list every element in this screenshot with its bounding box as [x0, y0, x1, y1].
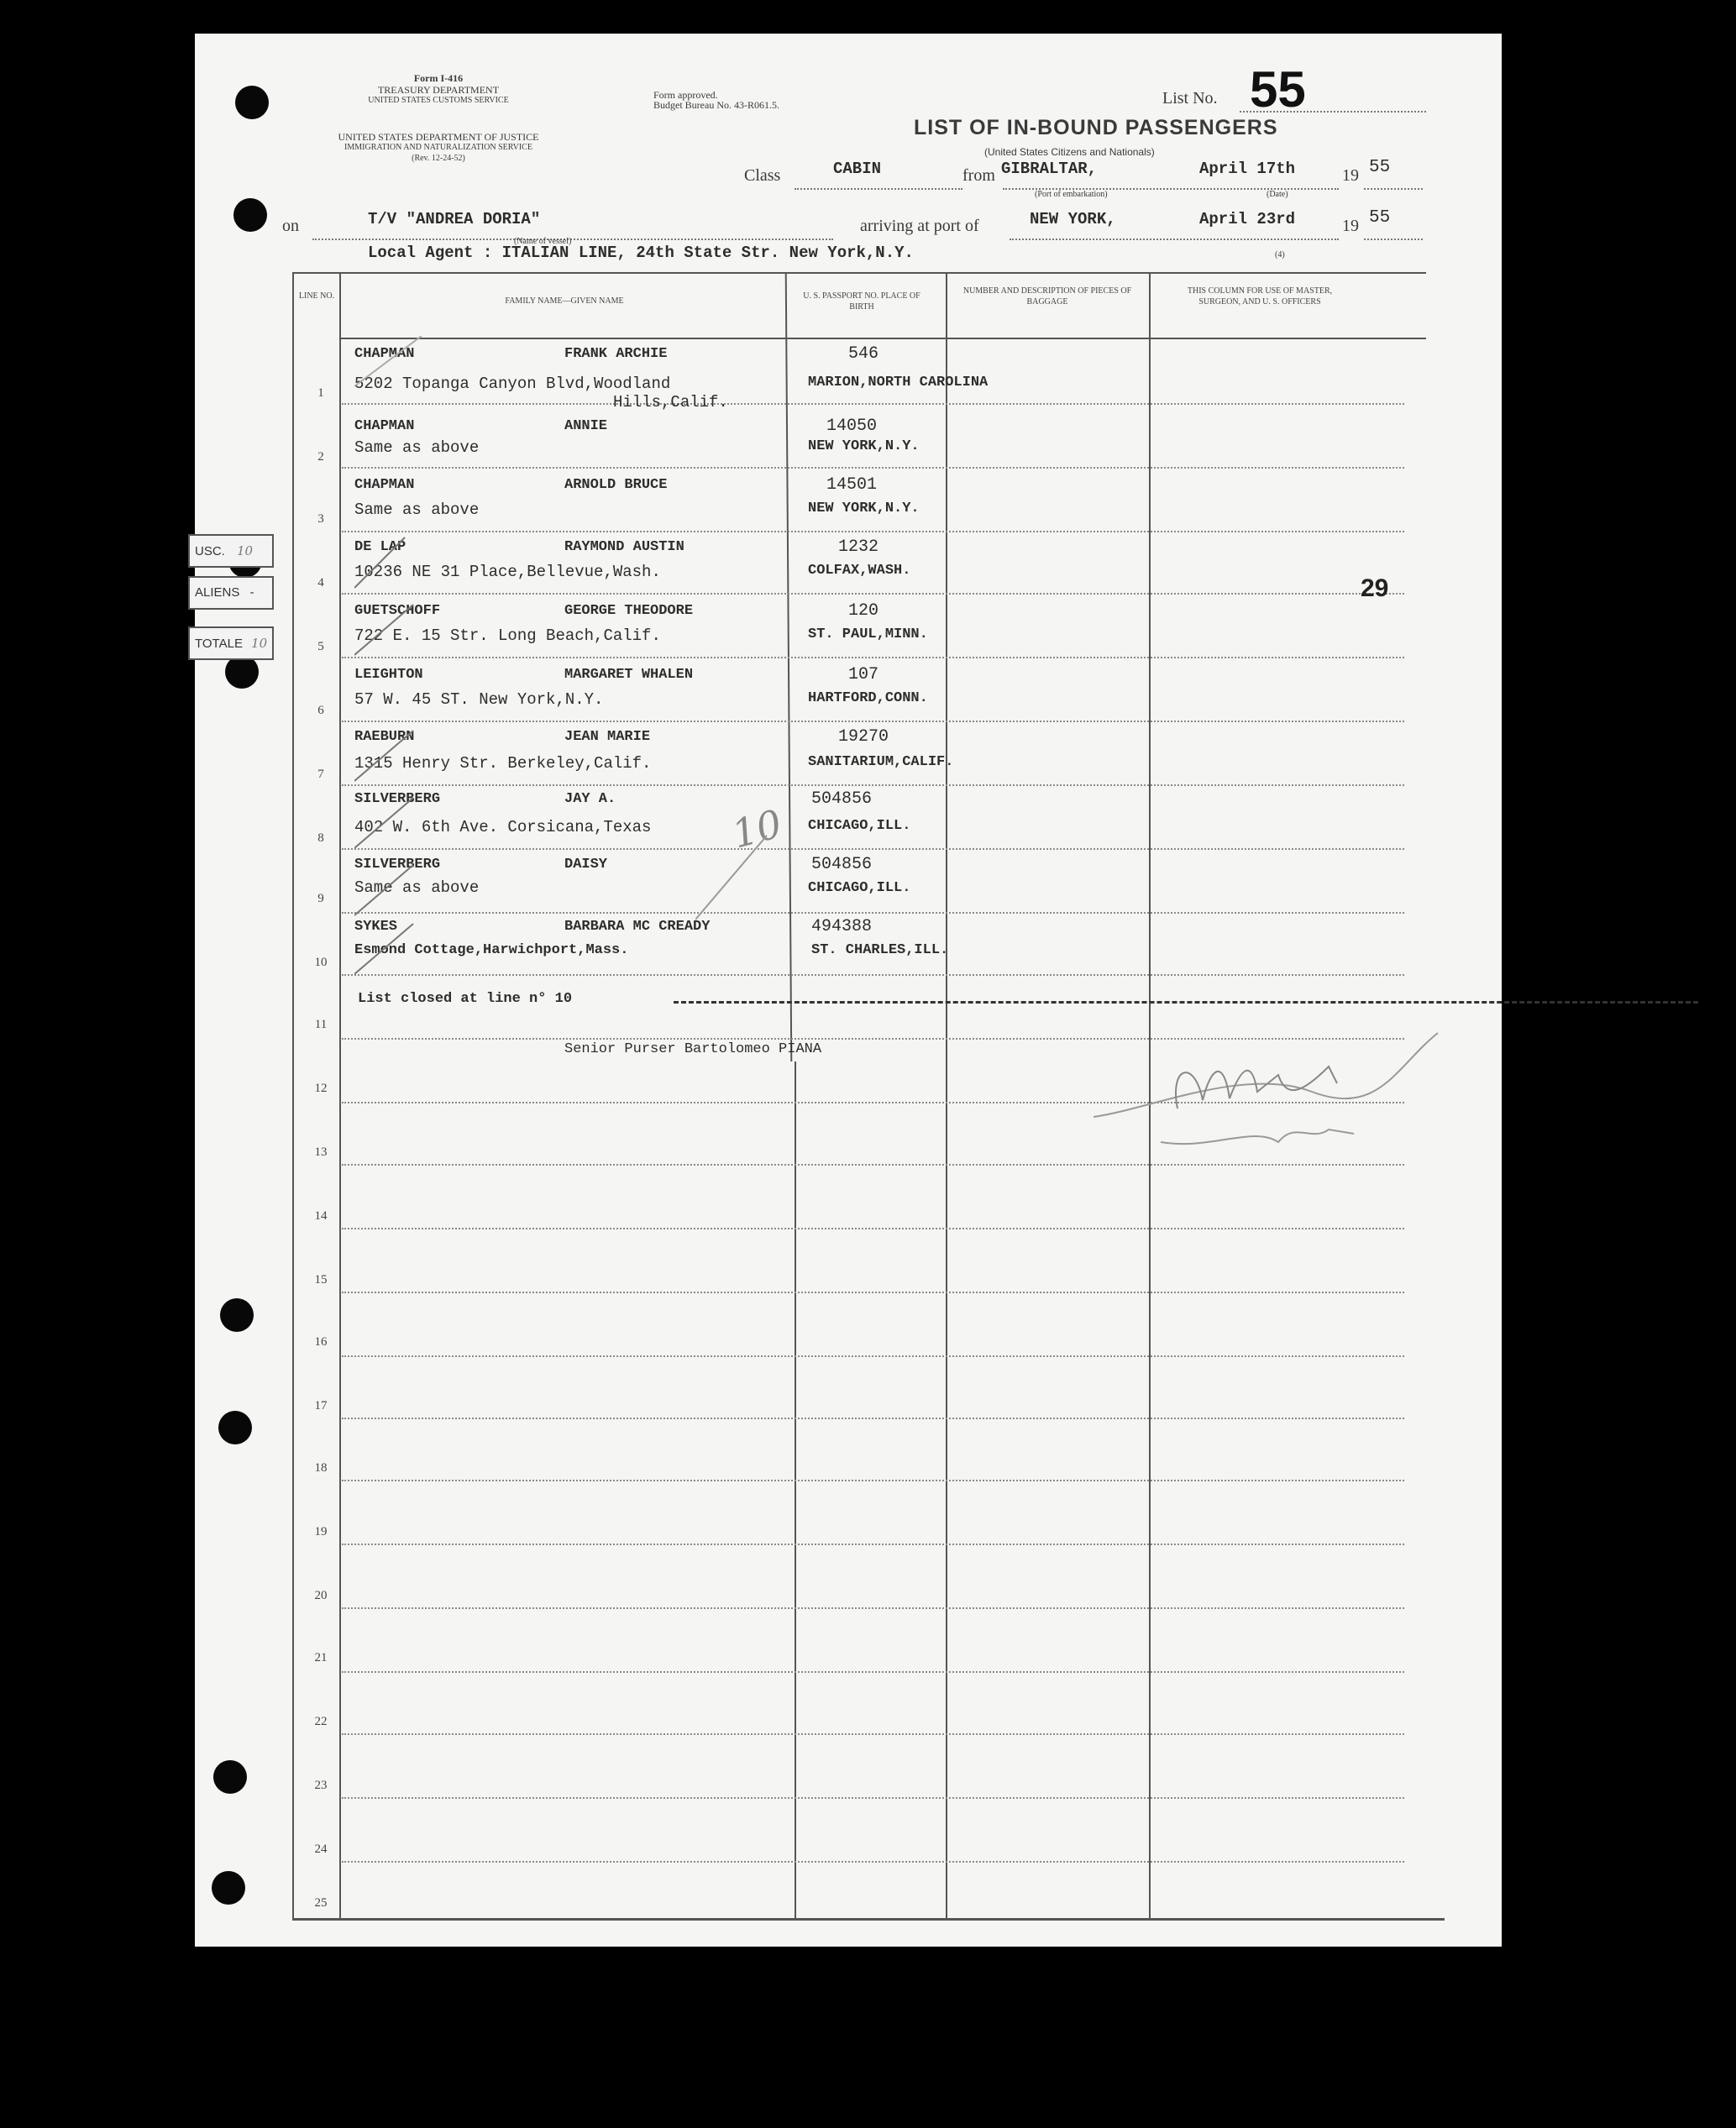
- passport-number: 14050: [826, 417, 878, 436]
- passport-number: 19270: [838, 727, 889, 747]
- punch-hole: [212, 1871, 245, 1905]
- arrival-port: NEW YORK,: [1030, 210, 1116, 228]
- given-name: GEORGE THEODORE: [564, 603, 694, 619]
- address: 1315 Henry Str. Berkeley,Calif.: [354, 754, 652, 773]
- year-1: 55: [1369, 158, 1391, 177]
- given-name: JEAN MARIE: [564, 729, 651, 745]
- place-of-birth: CHICAGO,ILL.: [808, 818, 911, 834]
- line-number: 19: [314, 1525, 328, 1538]
- family-name: SILVERBERG: [354, 857, 441, 873]
- handwritten-tally: 10: [727, 800, 787, 857]
- column-header-officers: THIS COLUMN FOR USE OF MASTER, SURGEON, AND U. S. OFFICERS: [1187, 286, 1333, 307]
- passport-number: 14501: [826, 475, 878, 495]
- total-count-box: [188, 626, 274, 660]
- line-number: 16: [314, 1335, 328, 1349]
- place-of-birth: SANITARIUM,CALIF.: [808, 754, 954, 770]
- line-number: 14: [314, 1209, 328, 1223]
- manifest-page: [195, 34, 1502, 1947]
- passport-number: 107: [848, 665, 879, 684]
- usc-value: 10: [237, 543, 254, 558]
- signature: [1077, 1016, 1446, 1167]
- address: 57 W. 45 ST. New York,N.Y.: [354, 690, 604, 709]
- aliens-count-box: [188, 576, 274, 610]
- line-number: 17: [314, 1399, 328, 1413]
- line-number: 10: [314, 956, 328, 969]
- year-prefix-2: 19: [1342, 217, 1359, 235]
- address: 5202 Topanga Canyon Blvd,Woodland: [354, 375, 671, 393]
- form-revision: (Rev. 12-24-52): [412, 154, 465, 163]
- punch-hole: [233, 198, 267, 232]
- given-name: FRANK ARCHIE: [564, 346, 668, 362]
- given-name: DAISY: [564, 857, 608, 873]
- address: Esmond Cottage,Harwichport,Mass.: [354, 942, 629, 958]
- punch-hole: [218, 1411, 252, 1444]
- passport-number: 1232: [838, 537, 879, 557]
- line-number: 12: [314, 1082, 328, 1095]
- place-of-birth: CHICAGO,ILL.: [808, 880, 911, 896]
- line-number: 1: [317, 386, 324, 400]
- address-continued: Hills,Calif.: [613, 393, 728, 411]
- date-label: (Date): [1267, 190, 1288, 199]
- list-closed-note: List closed at line n° 10: [358, 991, 573, 1007]
- place-of-birth: NEW YORK,N.Y.: [808, 501, 920, 516]
- aliens-value: -: [249, 585, 254, 600]
- list-number-label: List No.: [1162, 89, 1218, 107]
- page-title: LIST OF IN-BOUND PASSENGERS: [914, 116, 1278, 139]
- pencil-slash: [695, 831, 771, 924]
- family-name: SYKES: [354, 919, 398, 935]
- given-name: BARBARA MC CREADY: [564, 919, 711, 935]
- line-number: 18: [314, 1461, 328, 1475]
- line-number: 7: [317, 768, 324, 781]
- class-label: Class: [744, 166, 781, 185]
- from-port: GIBRALTAR,: [1001, 160, 1098, 178]
- class-value: CABIN: [833, 160, 882, 178]
- from-label: from: [962, 166, 995, 185]
- column-header-baggage: NUMBER AND DESCRIPTION OF PIECES OF BAGGAGE: [962, 286, 1132, 307]
- address: Same as above: [354, 438, 480, 457]
- budget-bureau: Budget Bureau No. 43-R061.5.: [653, 99, 779, 111]
- line-number: 15: [314, 1273, 328, 1287]
- line-number: 24: [314, 1842, 328, 1856]
- margin-stats-box: [183, 534, 284, 685]
- customs-service: UNITED STATES CUSTOMS SERVICE: [368, 96, 509, 105]
- punch-hole: [213, 1760, 247, 1794]
- line-number: 5: [317, 640, 324, 653]
- arrival-date: April 23rd: [1199, 210, 1296, 228]
- family-name: DE LAP: [354, 539, 406, 555]
- total-label: TOTALE: [195, 637, 243, 651]
- given-name: ANNIE: [564, 418, 608, 434]
- family-name: SILVERBERG: [354, 791, 441, 807]
- line-number: 9: [317, 892, 324, 905]
- column-header-passport: U. S. PASSPORT NO. PLACE OF BIRTH: [803, 291, 920, 312]
- family-name: LEIGHTON: [354, 667, 423, 683]
- place-of-birth: ST. PAUL,MINN.: [808, 626, 928, 642]
- given-name: RAYMOND AUSTIN: [564, 539, 684, 555]
- column-header-name: FAMILY NAME—GIVEN NAME: [505, 296, 624, 306]
- line-number: 25: [314, 1896, 328, 1910]
- place-of-birth: NEW YORK,N.Y.: [808, 438, 920, 454]
- local-agent: Local Agent : ITALIAN LINE, 24th State Str. New York,N.Y.: [368, 244, 914, 262]
- table-frame: [292, 272, 294, 1918]
- line-number: 20: [314, 1589, 328, 1602]
- address: 722 E. 15 Str. Long Beach,Calif.: [354, 626, 661, 645]
- form-approved: Form approved.: [653, 89, 718, 101]
- family-name: CHAPMAN: [354, 477, 415, 493]
- punch-hole: [220, 1298, 254, 1332]
- from-date: April 17th: [1199, 160, 1296, 178]
- aliens-label: ALIENS: [195, 585, 240, 600]
- page-subtitle: (United States Citizens and Nationals): [984, 146, 1155, 158]
- arriving-label: arriving at port of: [860, 217, 979, 235]
- vessel-label: (Name of vessel): [514, 237, 572, 246]
- stamp-number: 29: [1361, 574, 1389, 602]
- justice-department: UNITED STATES DEPARTMENT OF JUSTICE: [338, 131, 539, 143]
- place-of-birth: MARION,NORTH CAROLINA: [808, 375, 989, 390]
- family-name: RAEBURN: [354, 729, 415, 745]
- line-number: 4: [317, 576, 324, 590]
- line-number: 22: [314, 1715, 328, 1728]
- address: 402 W. 6th Ave. Corsicana,Texas: [354, 818, 652, 836]
- family-name: GUETSCHOFF: [354, 603, 441, 619]
- given-name: JAY A.: [564, 791, 616, 807]
- family-name: CHAPMAN: [354, 346, 415, 362]
- on-label: on: [282, 217, 299, 235]
- passport-number: 504856: [811, 855, 873, 874]
- usc-count-box: [188, 534, 274, 568]
- vessel-name: T/V "ANDREA DORIA": [368, 210, 541, 228]
- line-number: 6: [317, 704, 324, 717]
- year-2: 55: [1369, 208, 1391, 228]
- family-name: CHAPMAN: [354, 418, 415, 434]
- punch-hole: [235, 86, 269, 119]
- place-of-birth: HARTFORD,CONN.: [808, 690, 928, 706]
- line-number: 8: [317, 831, 324, 845]
- passport-number: 504856: [811, 789, 873, 809]
- address: Same as above: [354, 878, 480, 897]
- list-number: 55: [1250, 61, 1306, 118]
- place-of-birth: COLFAX,WASH.: [808, 563, 911, 579]
- closing-dash-line: [674, 1001, 1698, 1004]
- port-embarkation-label: (Port of embarkation): [1035, 190, 1108, 199]
- year-prefix-1: 19: [1342, 166, 1359, 185]
- column-header-line: LINE NO.: [298, 291, 335, 301]
- place-of-birth: ST. CHARLES,ILL.: [811, 942, 949, 958]
- usc-label: USC.: [195, 544, 225, 558]
- given-name: MARGARET WHALEN: [564, 667, 694, 683]
- senior-purser: Senior Purser Bartolomeo PIANA: [564, 1041, 822, 1057]
- line-number: 11: [314, 1018, 328, 1031]
- total-value: 10: [251, 636, 268, 651]
- passport-number: 494388: [811, 917, 873, 936]
- line-number: 2: [317, 450, 324, 464]
- pencil-tick-marks: [354, 336, 606, 991]
- treasury-department: TREASURY DEPARTMENT: [377, 84, 500, 96]
- given-name: ARNOLD BRUCE: [564, 477, 668, 493]
- passport-number: 120: [848, 601, 879, 621]
- address: 10236 NE 31 Place,Bellevue,Wash.: [354, 563, 661, 581]
- line-number: 23: [314, 1779, 328, 1792]
- line-number: 13: [314, 1145, 328, 1159]
- form-number: Form I-416: [413, 72, 464, 84]
- address: Same as above: [354, 501, 480, 519]
- column-4-label: (4): [1275, 250, 1285, 259]
- line-number: 21: [314, 1651, 328, 1664]
- immigration-service: IMMIGRATION AND NATURALIZATION SERVICE: [344, 143, 532, 152]
- passport-number: 546: [848, 344, 879, 364]
- line-number: 3: [317, 512, 324, 526]
